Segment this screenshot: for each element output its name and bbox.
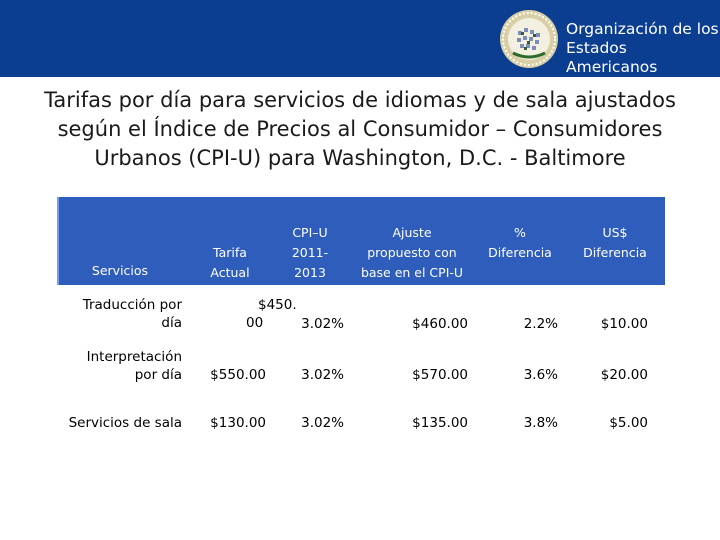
row-pct: 2.2%: [523, 316, 558, 332]
row-usd: $5.00: [609, 415, 648, 431]
row-tarifa-line1: $450.: [258, 297, 297, 313]
org-name-line2: Estados Americanos: [566, 39, 658, 76]
row-service-name: Traducción por día: [82, 297, 182, 331]
oas-seal-icon: [499, 9, 559, 69]
row-pct: 3.6%: [523, 367, 558, 383]
row-usd: $10.00: [600, 316, 648, 332]
row-tarifa: $130.00: [210, 415, 266, 431]
row-ajuste: $460.00: [412, 316, 468, 332]
row-tarifa: $550.00: [210, 367, 266, 383]
col-header-servicios: Servicios: [91, 263, 149, 278]
col-header-ajuste: Ajuste propuesto con base en el CPI-U: [360, 225, 464, 280]
title-line3: Urbanos (CPI-U) para Washington, D.C. - Baltimore: [94, 146, 626, 170]
row-cpi: 3.02%: [301, 415, 344, 431]
row-service-name: Servicios de sala: [68, 415, 182, 431]
col-header-cpi: CPI–U 2011- 2013: [291, 225, 329, 280]
title-line1: Tarifas por día para servicios de idiomas y de sala ajustados: [44, 88, 676, 112]
row-service-name: Interpretación por día: [86, 349, 182, 383]
row-tarifa-line2: 00: [246, 315, 264, 331]
page-title: [20, 86, 700, 173]
col-header-usd-diferencia: US$ Diferencia: [583, 225, 647, 260]
col-header-pct-diferencia: % Diferencia: [488, 225, 552, 260]
row-ajuste: $570.00: [412, 367, 468, 383]
col-header-tarifa: Tarifa Actual: [210, 245, 250, 280]
row-cpi: 3.02%: [301, 316, 344, 332]
title-line2: según el Índice de Precios al Consumidor – Consumidores: [57, 117, 663, 141]
row-usd: $20.00: [600, 367, 648, 383]
row-pct: 3.8%: [523, 415, 558, 431]
org-name-line1: Organización de los: [566, 20, 719, 38]
row-cpi: 3.02%: [301, 367, 344, 383]
row-ajuste: $135.00: [412, 415, 468, 431]
organization-name: [566, 20, 720, 77]
